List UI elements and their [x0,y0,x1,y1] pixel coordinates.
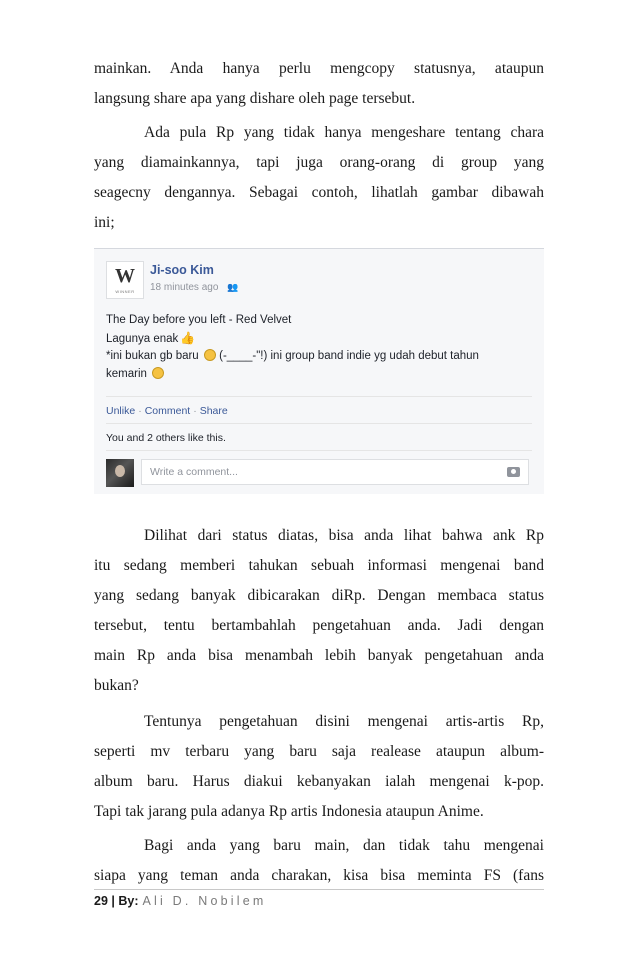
text-line: siapa yang teman anda charakan, kisa bisa meminta FS (fans [94,867,544,884]
text-line: tersebut, tentu bertambahlah pengetahuan anda. Jadi dengan [94,617,544,634]
post-line: Lagunya enak 👍 [106,330,526,349]
text-line: main Rp anda bisa menambah lebih banyak pengetahuan anda [94,647,544,664]
thumbs-up-icon: 👍 [180,330,196,345]
text-line: Ada pula Rp yang tidak hanya mengeshare tentang chara [144,124,544,141]
avatar [106,459,134,487]
post-line: kemarin [106,366,526,384]
post-line: *ini bukan gb baru (-____-"!) ini group band indie yg udah debut tahun [106,350,479,362]
paragraph-3 [94,521,544,701]
text-line: Tentunya pengetahuan disini mengenai artis-artis Rp, [144,713,544,730]
text-line: Dilihat dari status diatas, bisa anda lihat bahwa ank Rp [144,527,544,544]
paragraph-5 [94,831,544,891]
post-actions: Unlike · Comment · Share [106,405,228,417]
text-line: bukan? [94,677,139,694]
text-line: langsung share apa yang dishare oleh page tersebut. [94,90,416,107]
text-line: yang sedang banyak dibicarakan diRp. Dengan membaca status [94,587,544,604]
post-line: The Day before you left - Red Velvet [106,314,292,326]
text-line: mainkan. Anda hanya perlu mengcopy statusnya, ataupun [94,60,544,77]
paragraph-1 [94,54,544,114]
emoticon-icon [204,349,216,361]
emoticon-icon [152,367,164,379]
comment-placeholder: Write a comment... [150,466,238,478]
text-line: Bagi anda yang baru main, dan tidak tahu mengenai [144,837,544,854]
post-timestamp [150,282,238,293]
footer-rule [94,889,544,890]
likes-summary[interactable]: You and 2 others like this. [106,432,226,444]
text-line: itu sedang memberi tahukan sebuah informasi mengenai band [94,557,544,574]
post-author[interactable]: Ji-soo Kim [150,263,214,277]
page-number: 29 [94,894,108,908]
author-name: Ali D. Nobilem [142,894,267,908]
paragraph-2 [94,118,544,238]
page-footer [94,894,267,908]
text-line: ini; [94,214,115,231]
camera-icon[interactable] [507,467,520,477]
comment-input[interactable] [141,459,529,485]
page-logo [106,261,144,299]
text-line: album baru. Harus diakui kebanyakan ialah mengenai k-pop. [94,773,544,790]
logo-subtext: WINNER [115,289,135,294]
logo-letter: W [115,265,135,287]
text-line: seperti mv terbaru yang baru saja realease ataupun album- [94,743,544,760]
text-line: Tapi tak jarang pula adanya Rp artis Indonesia ataupun Anime. [94,803,484,820]
divider [106,423,532,424]
paragraph-4 [94,707,544,827]
timestamp-text: 18 minutes ago [150,282,219,293]
by-label: By: [118,894,139,908]
text-line: seagecny dengannya. Sebagai contoh, lihatlah gambar dibawah [94,184,544,201]
footer-separator: | [107,894,119,908]
friends-icon: 👥 [227,282,239,292]
divider [106,450,532,451]
facebook-post-screenshot [94,248,544,494]
unlike-link[interactable]: Unlike [106,405,136,417]
divider [106,396,532,397]
post-body [106,312,526,383]
share-link[interactable]: Share [199,405,228,417]
text-line: yang diamainkannya, tapi juga orang-orang di group yang [94,154,544,171]
comment-link[interactable]: Comment [144,405,191,417]
